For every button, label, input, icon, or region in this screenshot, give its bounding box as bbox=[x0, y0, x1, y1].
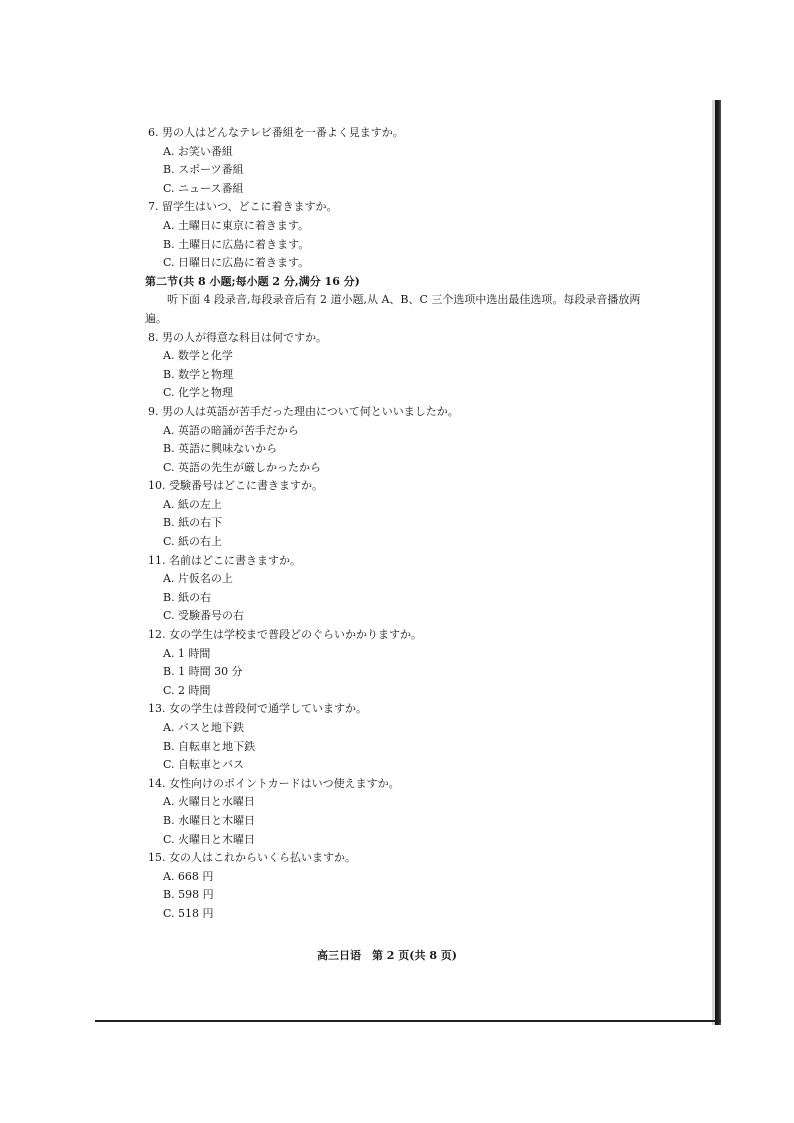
page-bottom-edge bbox=[95, 1020, 721, 1022]
question-block bbox=[148, 700, 708, 774]
question-text: 11. 名前はどこに書きますか。 bbox=[148, 553, 301, 567]
option-b: B. スポーツ番組 bbox=[163, 163, 244, 177]
exam-content bbox=[145, 124, 708, 924]
option-c: C. 518 円 bbox=[163, 906, 214, 920]
option-a: A. 1 時間 bbox=[163, 646, 211, 660]
question-block bbox=[148, 775, 708, 849]
option-c: C. ニュース番組 bbox=[163, 181, 244, 195]
option-b: B. 英語に興味ないから bbox=[163, 442, 278, 456]
option-c: C. 2 時間 bbox=[163, 683, 211, 697]
question-text: 9. 男の人は英語が苦手だった理由について何といいましたか。 bbox=[148, 404, 459, 418]
question-text: 12. 女の学生は学校まで普段どのぐらいかかりますか。 bbox=[148, 628, 422, 642]
question-text: 15. 女の人はこれからいくら払いますか。 bbox=[148, 851, 356, 865]
option-a: A. 土曜日に東京に着きます。 bbox=[163, 218, 310, 232]
option-a: A. お笑い番組 bbox=[163, 144, 233, 158]
option-a: A. 火曜日と水曜日 bbox=[163, 795, 255, 809]
option-b: B. 数学と物理 bbox=[163, 367, 234, 381]
question-block bbox=[148, 477, 708, 551]
question-block bbox=[148, 198, 708, 272]
option-a: A. 片仮名の上 bbox=[163, 572, 233, 586]
option-a: A. 英語の暗誦が苦手だから bbox=[163, 423, 299, 437]
question-block bbox=[148, 626, 708, 700]
option-b: B. 水曜日と木曜日 bbox=[163, 813, 256, 827]
option-b: B. 紙の右下 bbox=[163, 516, 223, 530]
option-a: A. バスと地下鉄 bbox=[163, 721, 244, 734]
option-c: C. 紙の右上 bbox=[163, 535, 223, 549]
option-a: A. 数学と化学 bbox=[163, 349, 233, 363]
option-b: B. 紙の右 bbox=[163, 590, 212, 604]
option-c: C. 火曜日と木曜日 bbox=[163, 832, 256, 846]
option-b: B. 1 時間 30 分 bbox=[163, 665, 243, 679]
option-c: C. 英語の先生が厳しかったから bbox=[163, 460, 322, 474]
option-c: C. 自転車とバス bbox=[163, 758, 245, 772]
page-footer: 高三日语 第 2 页(共 8 页) bbox=[316, 949, 458, 962]
section-title: 第二节(共 8 小题;每小题 2 分,满分 16 分) bbox=[145, 274, 360, 288]
option-b: B. 自転車と地下鉄 bbox=[163, 739, 256, 753]
question-block bbox=[148, 849, 708, 923]
question-text: 7. 留学生はいつ、どこに着きますか。 bbox=[148, 200, 338, 214]
option-c: C. 受験番号の右 bbox=[163, 609, 245, 623]
option-b: B. 598 円 bbox=[163, 888, 214, 902]
option-b: B. 土曜日に広島に着きます。 bbox=[163, 237, 310, 251]
option-a: A. 668 円 bbox=[163, 869, 214, 883]
question-text: 10. 受験番号はどこに書きますか。 bbox=[148, 479, 323, 493]
option-a: A. 紙の左上 bbox=[163, 497, 222, 511]
option-c: C. 化学と物理 bbox=[163, 386, 234, 400]
question-text: 6. 男の人はどんなテレビ番組を一番よく見ますか。 bbox=[148, 126, 404, 139]
section-instruction: 听下面 4 段录音,每段录音后有 2 道小题,从 A、B、C 三个选项中选出最佳选项。每段录音播放两遍。 bbox=[145, 293, 641, 325]
question-block bbox=[148, 124, 708, 198]
question-block bbox=[148, 552, 708, 626]
question-block bbox=[148, 403, 708, 477]
question-text: 14. 女性向けのポイントカードはいつ使えますか。 bbox=[148, 776, 400, 790]
page-right-edge bbox=[715, 100, 721, 1025]
option-c: C. 日曜日に広島に着きます。 bbox=[163, 256, 310, 270]
question-text: 13. 女の学生は普段何で通学していますか。 bbox=[148, 702, 367, 716]
question-block bbox=[148, 329, 708, 403]
question-text: 8. 男の人が得意な科目は何ですか。 bbox=[148, 330, 327, 344]
